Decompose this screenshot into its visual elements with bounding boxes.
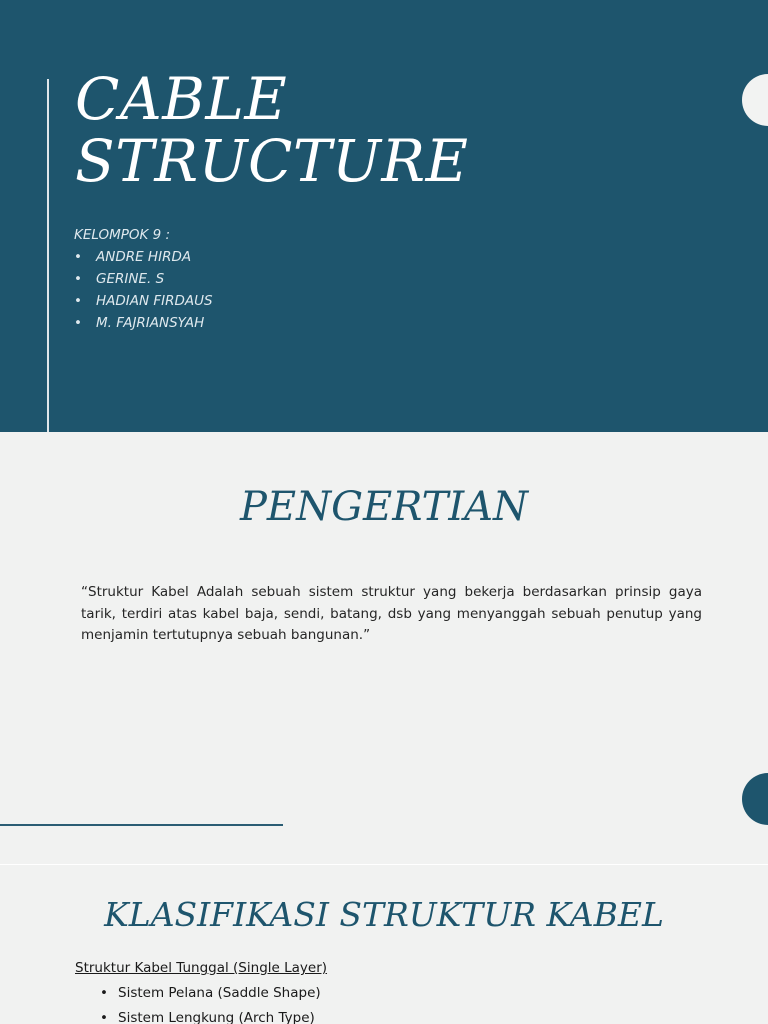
title-line-1: CABLE — [75, 65, 288, 133]
section-heading: PENGERTIAN — [239, 484, 529, 530]
member-item: • HADIAN FIRDAUS — [74, 290, 213, 312]
slide-classification — [0, 865, 768, 1024]
decorative-circle — [742, 773, 768, 825]
section-heading: KLASIFIKASI STRUKTUR KABEL — [104, 895, 664, 934]
definition-quote: “Struktur Kabel Adalah sebuah sistem struktur yang bekerja berdasarkan prinsip gaya tarik, terdiri atas kabel baja, sendi, batang, dsb yang menyanggah sebuah penutup yang menjamin tertutupnya sebuah bangunan.” — [81, 584, 702, 643]
horizontal-accent-line — [0, 824, 283, 826]
group-label: KELOMPOK 9 : — [74, 227, 171, 243]
slide-definition — [0, 432, 768, 864]
group-info — [74, 224, 213, 334]
decorative-circle — [742, 74, 768, 126]
title-line-2: STRUCTURE — [75, 127, 469, 195]
member-item: • GERINE. S — [74, 268, 213, 290]
subsection-heading: Struktur Kabel Tunggal (Single Layer) — [75, 960, 328, 976]
vertical-accent-line — [47, 79, 49, 432]
list-item: • Sistem Lengkung (Arch Type) — [100, 1006, 321, 1024]
member-item: • ANDRE HIRDA — [74, 246, 213, 268]
member-item: • M. FAJRIANSYAH — [74, 312, 213, 334]
list-item: • Sistem Pelana (Saddle Shape) — [100, 981, 321, 1006]
member-list — [74, 246, 213, 334]
classification-list — [100, 981, 321, 1024]
page-title — [75, 65, 469, 195]
slide-title — [0, 0, 768, 432]
